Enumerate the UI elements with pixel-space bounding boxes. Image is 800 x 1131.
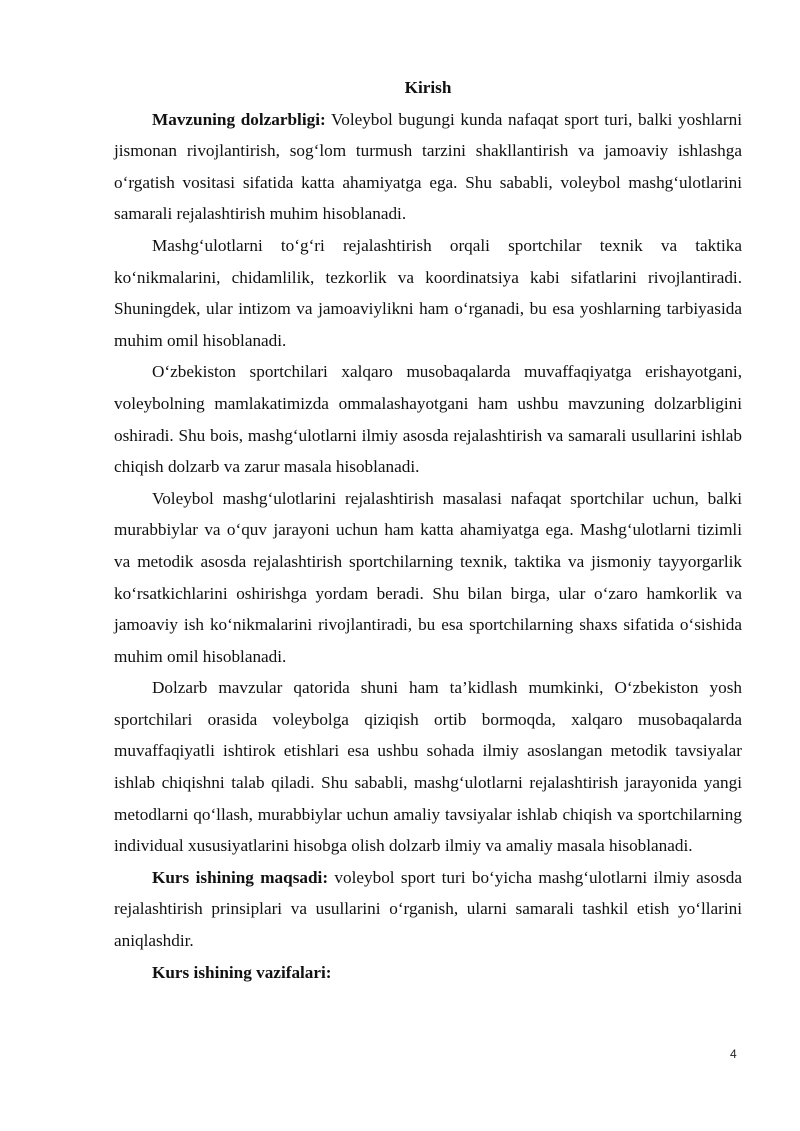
paragraph-uzbekistan <box>114 356 742 482</box>
paragraph-tasks <box>114 957 742 989</box>
paragraph-lead: Mavzuning dolzarbligi: <box>152 109 326 129</box>
paragraph-relevance <box>114 104 742 230</box>
paragraph-coaches <box>114 483 742 673</box>
paragraph-text: Dolzarb mavzular qatorida shuni ham ta’kidlash mumkinki, O‘zbekiston yosh sportchilari orasida voleybolga qiziqish ortib bormoqda, xalqaro musobaqalarda muvaffaqiyatli ishtirok etishlari esa ushbu sohada ilmiy asoslangan metodik tavsiyalar ishlab chiqishni talab qiladi. Shu sababli, mashg‘ulotlarni rejalashtirish jarayonida yangi metodlarni qo‘llash, murabbiylar uchun amaliy tavsiyalar ishlab chiqish va sportchilarning individual xususiyatlarini hisobga olish dolzarb ilmiy va amaliy masala hisoblanadi. <box>114 678 742 856</box>
paragraph-text: O‘zbekiston sportchilari xalqaro musobaqalarda muvaffaqiyatga erishayotgani, voleybolning mamlakatimizda ommalashayotgani ham ushbu mavzuning dolzarbligini oshiradi. Shu bois, mashg‘ulotlarni ilmiy asosda rejalashtirish va samarali usullarini ishlab chiqish dolzarb va zarur masala hisoblanadi. <box>114 362 742 477</box>
page-number: 4 <box>730 1047 737 1061</box>
document-title: Kirish <box>404 78 452 97</box>
paragraph-lead: Kurs ishining maqsadi: <box>152 867 329 887</box>
paragraph-topics <box>114 672 742 862</box>
document-page <box>114 72 742 988</box>
paragraph-planning <box>114 230 742 356</box>
paragraph-goal <box>114 862 742 957</box>
paragraph-lead: Kurs ishining vazifalari: <box>152 962 332 982</box>
paragraph-text: Voleybol mashg‘ulotlarini rejalashtirish masalasi nafaqat sportchilar uchun, balki murabbiylar va o‘quv jarayoni uchun ham katta ahamiyatga ega. Mashg‘ulotlarni tizimli va metodik asosda rejalashtirish sportchilarning texnik, taktika va jismoniy tayyorgarlik ko‘rsatkichlarini oshirishga yordam beradi. Shu bilan birga, ular o‘zaro hamkorlik va jamoaviy ish ko‘nikmalarini rivojlantiradi, bu esa sportchilarning shaxs sifatida o‘sishida muhim omil hisoblanadi. <box>114 488 742 666</box>
paragraph-text: Mashg‘ulotlarni to‘g‘ri rejalashtirish orqali sportchilar texnik va taktika ko‘nikmalarini, chidamlilik, tezkorlik va koordinatsiya kabi sifatlarini rivojlantiradi. Shuningdek, ular intizom va jamoaviylikni ham o‘rganadi, bu esa yoshlarning tarbiyasida muhim omil hisoblanadi. <box>114 235 742 350</box>
paragraph-text: voleybol sport turi bo‘yicha mashg‘ulotlarni ilmiy asosda rejalashtirish prinsiplari va usullarini o‘rganish, ularni samarali tashkil etish yo‘llarini aniqlashdir. <box>114 867 743 951</box>
paragraph-text: Voleybol bugungi kunda nafaqat sport turi, balki yoshlarni jismonan rivojlantirish, sog‘lom turmush tarzini shakllantirish va jamoaviy ishlashga o‘rgatish vositasi sifatida katta ahamiyatga ega. Shu sababli, voleybol mashg‘ulotlarini samarali rejalashtirish muhim hisoblanadi. <box>114 109 742 224</box>
